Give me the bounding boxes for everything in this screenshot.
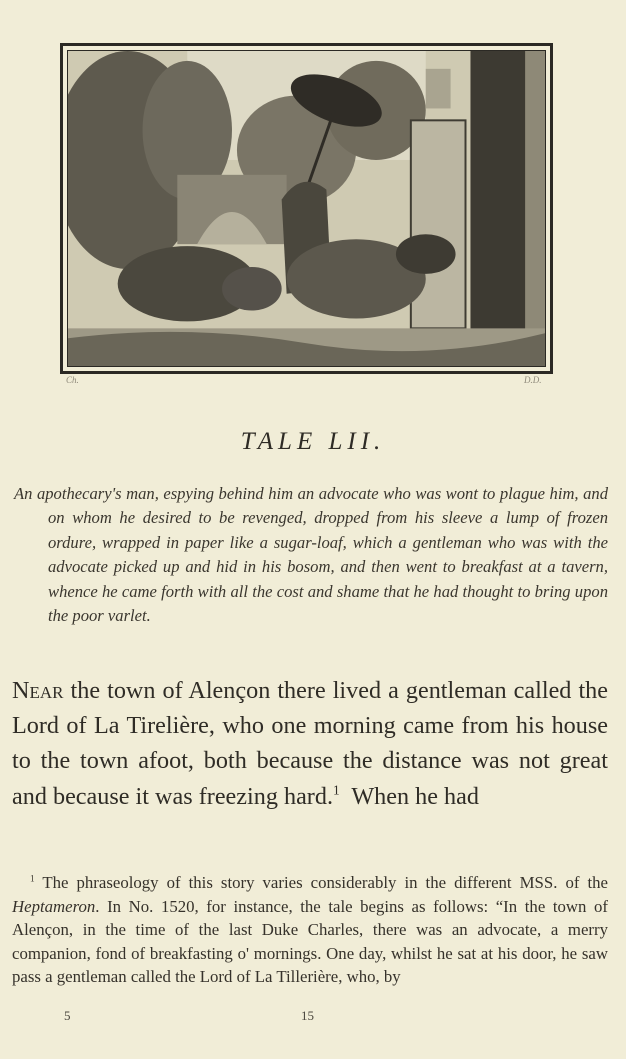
signature-mark: 5 xyxy=(64,1008,71,1023)
illustration-frame xyxy=(60,43,553,374)
engraving-illustration xyxy=(67,50,546,367)
engraving-image xyxy=(68,51,545,366)
body-text: the town of Alençon there lived a gentleman called the Lord of La Tirelière, who one morning came from his house to the town afoot, both because the distance was not great and because it was freezing hard. xyxy=(12,677,608,810)
footnote xyxy=(12,871,608,989)
body-text-continued: When he had xyxy=(339,782,479,810)
tale-title: TALE LII. xyxy=(240,428,386,455)
footnote-marker: 1 xyxy=(30,873,35,884)
footnote-reference: 1 xyxy=(333,782,340,798)
body-paragraph xyxy=(12,673,608,814)
engraver-signature-right: D.D. xyxy=(524,375,542,385)
tale-argument: An apothecary's man, espying behind him an advocate who was wont to plague him, and on whom he desired to be revenged, dropped from his sleeve a lump of frozen ordure, wrapped in paper like a sugar-loaf, which a gentleman who was with the advocate picked up and hid in his bosom, and then went to breakfast at a tavern, whence he came forth with all the cost and shame that he had thought to bring upon the poor varlet. xyxy=(14,484,608,626)
footnote-text-start: The phraseology of this story varies considerably in the different MSS. of the xyxy=(34,873,608,892)
footnote-work-title: Heptameron xyxy=(12,896,96,916)
footnote-text-end: . In No. 1520, for instance, the tale begins as follows: “In the town of Alençon, in the time of the last Duke Charles, there was an advocate, a merry companion, fond of breakfasting o' mornings. One day, whilst he sat at his door, he saw pass a gentleman called the Lord of La Tillerière, who, by xyxy=(12,896,608,987)
engraver-signature-left: Ch. xyxy=(66,375,79,385)
opening-word: Near xyxy=(12,677,64,704)
gathering-mark: 15 xyxy=(301,1008,314,1023)
